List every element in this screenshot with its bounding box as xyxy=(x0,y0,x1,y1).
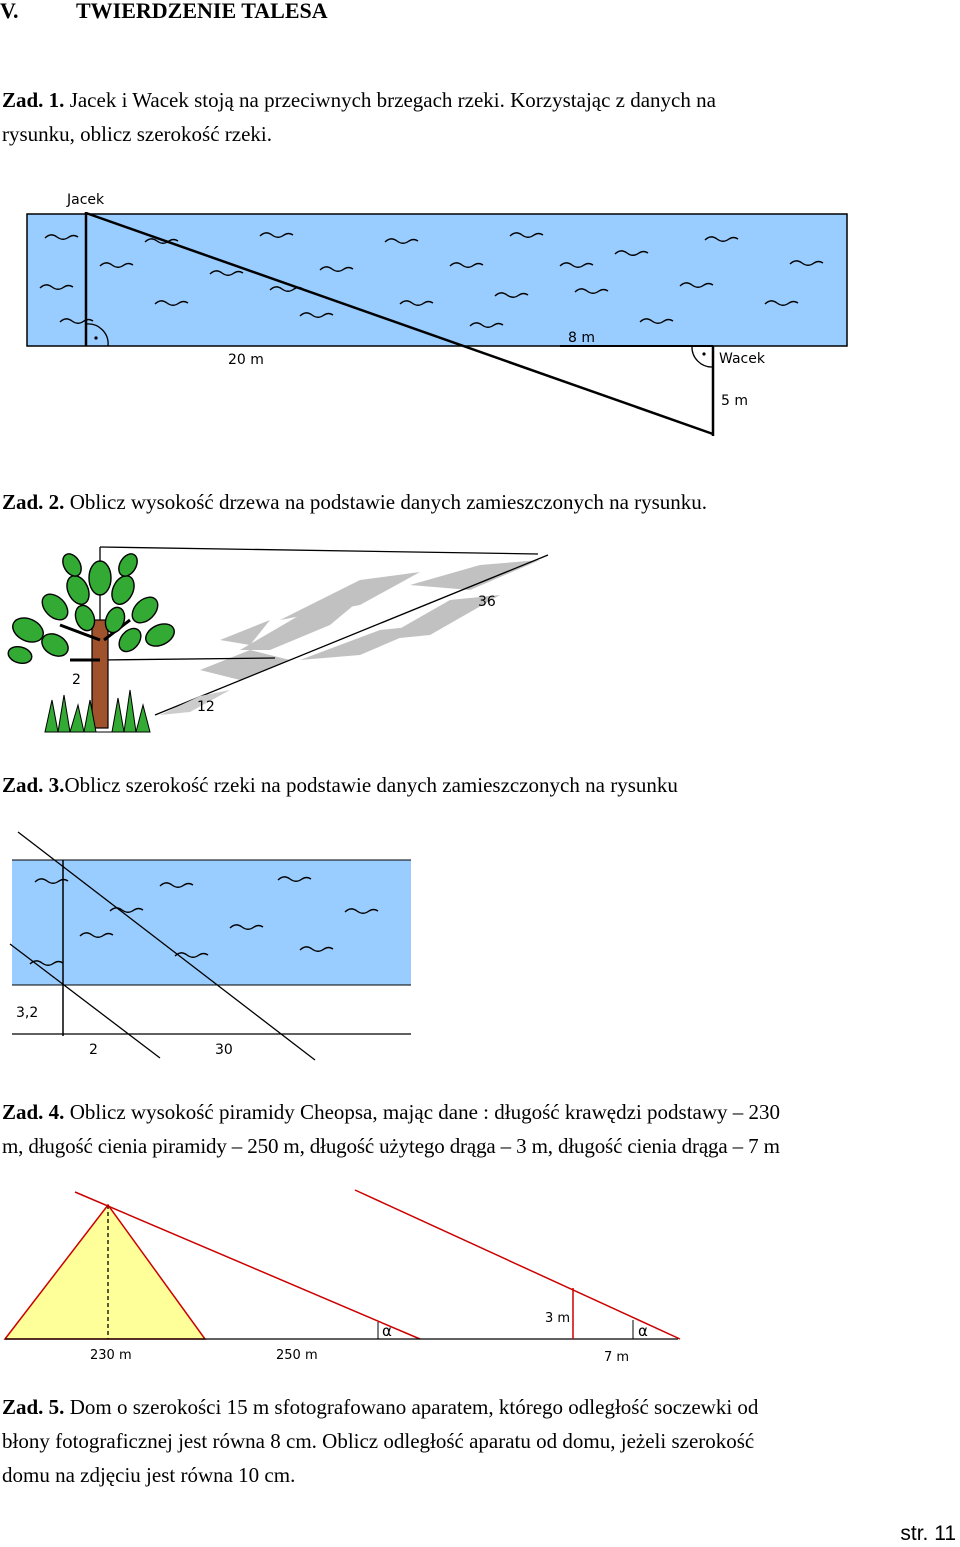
task4-text: Oblicz wysokość piramidy Cheopsa, mając dane : długość krawędzi podstawy – 230 xyxy=(64,1100,781,1124)
task3-label: Zad. 3. xyxy=(2,773,65,797)
label-230m: 230 m xyxy=(90,1348,132,1363)
figure-river-jacek-wacek xyxy=(27,192,847,436)
label-3m: 3 m xyxy=(545,1311,571,1326)
section-title: TWIERDZENIE TALESA xyxy=(76,0,328,23)
task4-line2: m, długość cienia piramidy – 250 m, długość użytego drąga – 3 m, długość cienia drąga – 7 m xyxy=(2,1134,780,1158)
label-jacek: Jacek xyxy=(67,192,105,208)
pyramid xyxy=(5,1205,205,1339)
task5-label: Zad. 5. xyxy=(2,1395,65,1419)
label-12: 12 xyxy=(197,699,215,715)
shadow-top-line xyxy=(100,547,538,554)
label-8m: 8 m xyxy=(568,330,595,346)
task1-label: Zad. 1. xyxy=(2,88,65,112)
river-water-2 xyxy=(12,860,411,985)
figure-pyramid xyxy=(5,1190,680,1365)
label-250m: 250 m xyxy=(276,1348,318,1363)
task1-text: Jacek i Wacek stoją na przeciwnych brzegach rzeki. Korzystając z danych na xyxy=(64,88,716,112)
task2-text: Oblicz wysokość drzewa na podstawie danych zamieszczonych na rysunku. xyxy=(64,490,708,514)
figure-river-width xyxy=(10,832,411,1060)
task2-label: Zad. 2. xyxy=(2,490,65,514)
label-alpha-1: α xyxy=(382,1322,392,1340)
task5-line2: błony fotograficznej jest równa 8 cm. Oblicz odległość aparatu od domu, jeżeli szerokość xyxy=(2,1429,755,1453)
task3-text: Oblicz szerokość rzeki na podstawie danych zamieszczonych na rysunku xyxy=(64,773,678,797)
label-20m: 20 m xyxy=(228,352,264,368)
label-30: 30 xyxy=(215,1042,233,1058)
label-36: 36 xyxy=(478,594,496,610)
tree-trunk xyxy=(92,620,108,728)
section-number: V. xyxy=(0,0,19,23)
task4-label: Zad. 4. xyxy=(2,1100,65,1124)
task1-line2: rysunku, oblicz szerokość rzeki. xyxy=(2,122,272,146)
label-alpha-2: α xyxy=(638,1322,648,1340)
pole-sun-ray xyxy=(355,1190,680,1339)
shadow-strokes xyxy=(200,560,540,680)
label-2: 2 xyxy=(72,672,81,688)
right-angle-mark-wacek xyxy=(692,346,713,367)
river-water xyxy=(27,214,847,346)
page-number: str. 11 xyxy=(900,1522,956,1545)
label-7m: 7 m xyxy=(604,1350,630,1365)
label-3-2: 3,2 xyxy=(16,1005,39,1021)
label-2-b: 2 xyxy=(89,1042,98,1058)
sun-ray-long xyxy=(155,555,548,715)
label-wacek: Wacek xyxy=(719,351,765,367)
figure-tree xyxy=(6,547,548,732)
task5-line3: domu na zdjęciu jest równa 10 cm. xyxy=(2,1463,296,1487)
task5-text: Dom o szerokości 15 m sfotografowano aparatem, którego odległość soczewki od xyxy=(64,1395,759,1419)
label-5m: 5 m xyxy=(721,393,748,409)
